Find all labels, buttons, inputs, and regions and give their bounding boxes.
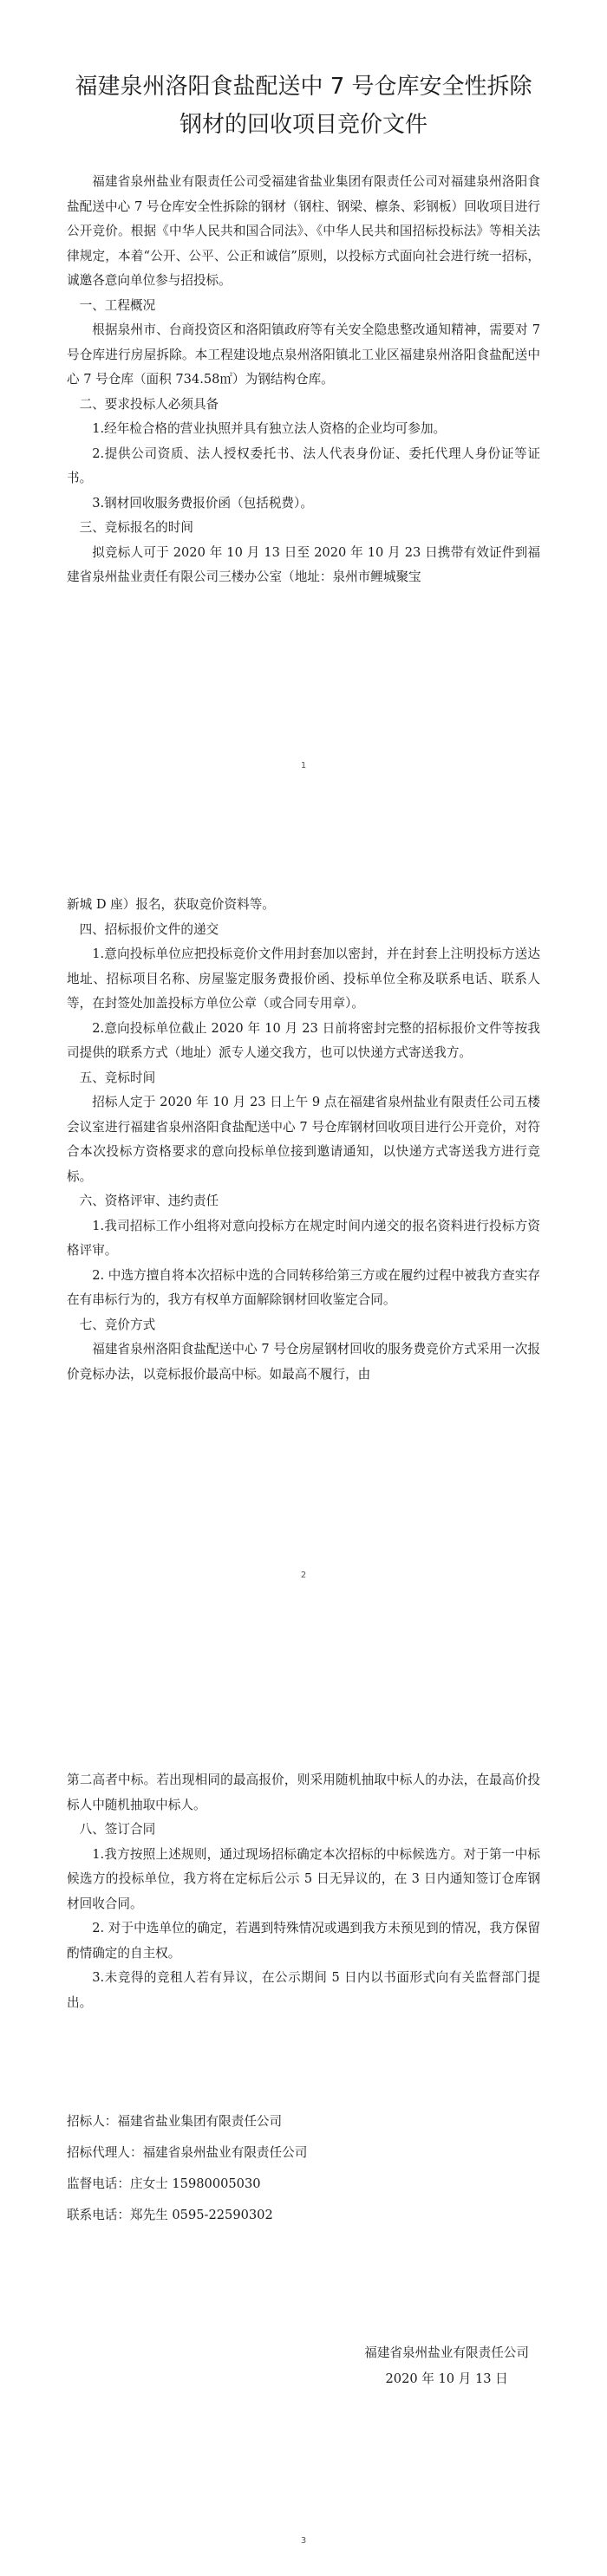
section-3-body-part-2: 新城 D 座）报名，获取竞价资料等。 (67, 897, 275, 912)
section-7-heading: 七、竞价方式 (79, 1317, 156, 1332)
page-number-1: 1 (300, 761, 307, 771)
section-6-item-1: 1.我司招标工作小组将对意向投标方在规定时间内递交的报名资料进行投标方资格评审。 (67, 1218, 540, 1258)
page-1-body (67, 170, 540, 590)
section-4-item-1: 1.意向投标单位应把投标竞价文件用封套加以密封，并在封套上注明投标方送达地址、招标项目名称、房屋鉴定服务费报价函、投标单位全称及联系电话、联系人等，在封签处加盖投标方单位公章（或合同专用章）。 (67, 946, 540, 1011)
section-2-item-1: 1.经年检合格的营业执照并具有独立法人资格的企业均可参加。 (92, 421, 447, 436)
signature-block (364, 2340, 529, 2392)
section-5-body: 招标人定于 2020 年 10 月 23 日上午 9 点在福建省泉州盐业有限责任公司五楼会议室进行福建省泉州洛阳食盐配送中心 7 号仓库钢材回收项目进行公开竞价，对符合本次投标方资格要求的意向投标单位接到邀请通知，以快递方式寄送我方进行竞标。 (67, 1095, 540, 1184)
section-6-item-2: 2. 中选方擅自将本次招标中选的合同转移给第三方或在履约过程中被我方查实存在有串标行为的，我方有权单方面解除钢材回收鉴定合同。 (67, 1267, 540, 1307)
signature-company: 福建省泉州盐业有限责任公司 (364, 2345, 529, 2360)
contact-supervision-phone: 监督电话：庄女士 15980005030 (67, 2176, 261, 2191)
section-3-heading: 三、竞标报名的时间 (79, 520, 193, 535)
section-5-heading: 五、竞标时间 (79, 1070, 156, 1085)
contact-phone: 联系电话：郑先生 0595-22590302 (67, 2208, 273, 2222)
page-3-body (67, 1768, 540, 2015)
title-line-1: 福建泉州洛阳食盐配送中 7 号仓库安全性拆除 (75, 74, 532, 100)
intro-paragraph: 福建省泉州盐业有限责任公司受福建省盐业集团有限责任公司对福建泉州洛阳食盐配送中心 7 号仓库安全性拆除的钢材（钢柱、钢梁、檩条、彩钢板）回收项目进行公开竞价。根据《中华人民共和国合同法》、《中华人民共和国招标投标法》等相关法律规定，本着“公开、公平、公正和诚信”原则，以投标方式面向社会进行统一招标，诚邀各意向单位参与招投标。 (67, 174, 540, 288)
signature-date: 2020 年 10 月 13 日 (385, 2371, 508, 2386)
section-8-heading: 八、签订合同 (79, 1822, 156, 1837)
section-8-item-2: 2. 对于中选单位的确定，若遇到特殊情况或遇到我方未预见到的情况，我方保留酌情确定的自主权。 (67, 1921, 540, 1961)
section-7-body-part-2: 第二高者中标。若出现相同的最高报价，则采用随机抽取中标人的办法，在最高价投标人中随机抽取中标人。 (67, 1773, 540, 1812)
section-1-body: 根据泉州市、台商投资区和洛阳镇政府等有关安全隐患整改通知精神，需要对 7 号仓库进行房屋拆除。本工程建设地点泉州洛阳镇北工业区福建泉州洛阳食盐配送中心 7 号仓库（面积 734.58㎡）为钢结构仓库。 (67, 322, 540, 387)
document-page-1 (0, 0, 607, 893)
document-page-3 (0, 1768, 607, 2576)
document-title (69, 68, 538, 144)
section-3-body-part-1: 拟竞标人可于 2020 年 10 月 13 日至 2020 年 10 月 23 日携带有效证件到福建省泉州盐业责任有限公司三楼办公室（地址：泉州市鲤城聚宝 (67, 544, 540, 584)
section-8-item-1: 1.我方按照上述规则，通过现场招标确定本次招标的中标候选方。对于第一中标候选方的投标单位，我方将在定标后公示 5 日无异议的，在 3 日内通知签订仓库钢材回收合同。 (67, 1846, 540, 1911)
section-4-heading: 四、招标报价文件的递交 (79, 921, 219, 937)
section-7-body-part-1: 福建省泉州洛阳食盐配送中心 7 号仓房屋钢材回收的服务费竞价方式采用一次报价竞标办法，以竞标报价最高中标。如最高不履行，由 (67, 1342, 540, 1382)
section-4-item-2: 2.意向投标单位截止 2020 年 10 月 23 日前将密封完整的招标报价文件等按我司提供的联系方式（地址）派专人递交我方，也可以快递方式寄送我方。 (67, 1020, 540, 1060)
contact-block (67, 2106, 540, 2231)
section-2-heading: 二、要求投标人必须具备 (79, 396, 219, 412)
section-2-item-2: 2.提供公司资质、法人授权委托书、法人代表身份证、委托代理人身份证等证书。 (67, 446, 540, 485)
title-line-2: 钢材的回收项目竞价文件 (179, 112, 428, 138)
page-number-3: 3 (300, 2536, 307, 2546)
document-page-2 (0, 893, 607, 1768)
page-2-body (67, 893, 540, 1387)
section-8-item-3: 3.未竞得的竞租人若有异议，在公示期间 5 日内以书面形式向有关监督部门提出。 (67, 1970, 540, 2010)
contact-agent: 招标代理人：福建省泉州盐业有限责任公司 (67, 2145, 308, 2160)
section-6-heading: 六、资格评审、违约责任 (79, 1194, 219, 1208)
page-number-2: 2 (300, 1571, 307, 1580)
contact-tenderer: 招标人：福建省盐业集团有限责任公司 (67, 2114, 283, 2129)
section-2-item-3: 3.钢材回收服务费报价函（包括税费）。 (92, 495, 313, 511)
section-1-heading: 一、工程概况 (79, 297, 156, 313)
